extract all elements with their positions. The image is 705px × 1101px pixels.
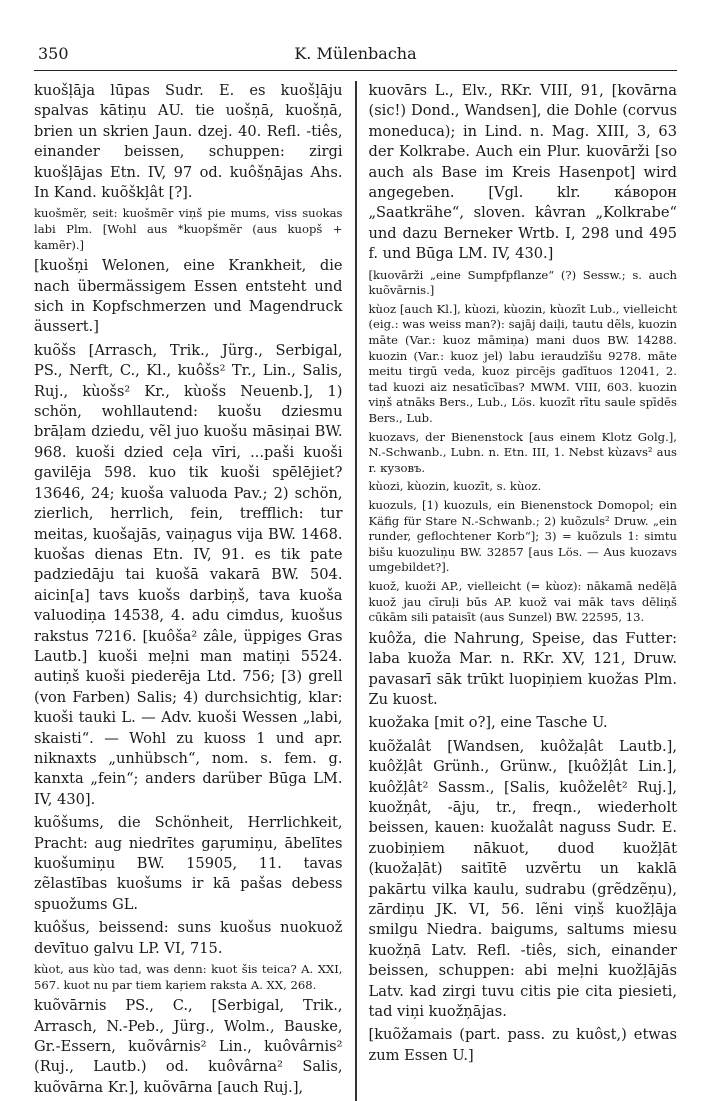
left-column [34,81,343,1101]
dictionary-entry: kuozavs, der Bienenstock [aus einem Klotz Golg.], N.-Schwanb., Lubn. n. Etn. III, 1. Nebst kùzavs² aus r. кузовъ. [368,429,677,475]
right-column [369,81,678,1101]
dictionary-entry: kuozuls, [1) kuozuls, ein Bienenstock Domopol; ein Käfig für Stare N.-Schwanb.; 2) kuõzuls² Druw. „ein runder, geflochtener Korb“]; 3) = kuõzuls 1: simtu bišu kuozuliņu BW. 32857 [aus Lös. — Aus kuozavs umgebildet?]. [368,497,677,575]
dictionary-entry: kuôža, die Nahrung, Speise, das Futter: laba kuoža Mar. n. RKr. XV, 121, Druw. pavasarī sāk trūkt luopiņiem kuožas Plm. Zu kuost. [368,629,677,708]
dictionary-entry: kuôšus, beissend: suns kuošus nuokuož devītuo galvu LP. VI, 715. [34,919,343,957]
dictionary-entry: [kuovārži „eine Sumpfpflanze“ (?) Sessw.; s. auch kuõvārnis.] [368,267,677,298]
dictionary-entry: kuošmẽr, seit: kuošmẽr viņš pie mums, viss suokas labi Plm. [Wohl aus *kuopšmẽr (aus kuopš + kamẽr).] [34,206,343,252]
dictionary-entry: kuõvārnis PS., C., [Serbigal, Trik., Arrasch, N.-Peb., Jürg., Wolm., Bauske, Gr.-Essern, kuõvârnis² Lin., kuôvârnis² (Ruj., Lautb.) od. kuôvârna² Salis, kuõvārna Kr.], kuõvārna [auch Ruj.], [34,997,343,1096]
dictionary-entry: kuõžalât [Wandsen, kuôžaļât Lautb.], kuôžļât Grünh., Grünw., [kuôžļât Lin.], kuôžļât² Sassm., [Salis, kuôželêt² Ruj.], kuožņât, -āju, tr., freqn., wiederholt beissen, kauen: kuožalât naguss Sudr. E. zuobiņiem nākuot, duod kuožļāt (kuožaļāt) saitītē uzvẽrtu un kaklā pakārtu vilka kaulu, sudrabu (grẽdzẽņu), zārdiņu JK. VI, 56. lẽni viņš kuožļāja smilgu Niedra. baigums, saltums miesu kuožņā Latv. Refl. -tiês, sich, einander beissen, schuppen: abi meļni kuožļājās Latv. kad zirgi tuvu citis pie cita piesieti, tad viņi kuožņājas. [368,737,677,1021]
page-header [34,40,677,71]
running-title: K. Mülenbacha [294,44,417,63]
column-divider [355,81,357,1101]
dictionary-entry: [kuošņi Welonen, eine Krankheit, die nach übermässigem Essen entsteht und sich in Kopfschmerzen und Magendruck äussert.] [34,257,343,336]
dictionary-entry: kuožaka [mit o?], eine Tasche U. [368,714,608,732]
dictionary-entry: kùozi, kùozin, kuozīt, s. kùoz. [368,479,542,494]
dictionary-entry: [kuõžamais (part. pass. zu kuôst,) etwas zum Essen U.] [368,1026,677,1064]
two-column-body [34,81,677,1101]
page-number: 350 [38,44,69,63]
dictionary-entry: kuošḷāja lūpas Sudr. E. es kuošḷāju spalvas kātiņu AU. tie uošņā, kuošņā, brien un skrien Jaun. dzej. 40. Refl. -tiês, einander beissen, schuppen: zirgi kuošļājas Etn. IV, 97 od. kuôšņājas Ahs. In Kand. kuõškļât [?]. [34,82,343,202]
dictionary-entry: kuõšums, die Schönheit, Herrlichkeit, Pracht: aug niedrītes gaŗumiņu, ābelītes kuošumiņu BW. 15905, 11. tavas zẽlastības kuošums ir kā pašas debess spuožums GL. [34,814,343,913]
dictionary-entry: kuõšs [Arrasch, Trik., Jürg., Serbigal, PS., Nerft, C., Kl., kuôšs² Tr., Lin., Salis, Ruj., kùošs² Kr., kùošs Neuenb.], 1) schön, wohllautend: kuošu dziesmu brāļam dziedu, vẽl juo kuošu māsiņai BW. 968. kuoši dzied ceļa vīri, ...paši kuoši gavilēja 598. kuo tik kuoši spēlējiet? 13646, 24; kuoša valuoda Pav.; 2) schön, zierlich, herrlich, fein, trefflich: tur meitas, kuošajās, vaiņagus vija BW. 1468. kuošas dienas Etn. IV, 91. es tik pate padziedāju tai kuošā vakarā BW. 504. aicin[a] tavs kuošs darbiņš, tava kuoša valuodiņa 14538, 4. adu cimdus, kuošus rakstus 7216. [kuôša² zâle, üppiges Gras Lautb.] kuoši meļni man matiņi 5524. autiņš kuoši piederēja Ltd. 756; [3) grell (von Farben) Salis; 4) durchsichtig, klar: kuoši tauki L. — Adv. kuoši Wessen „labi, skaisti“. — Wohl zu kuoss 1 und apr. niknaxts „unhübsch“, nom. s. fem. g. kanxta „fein“; anders darüber Būga LM. IV, 430]. [34,341,343,808]
dictionary-entry: kuovārs L., Elv., RKr. VIII, 91, [kovārna (sic!) Dond., Wandsen], die Dohle (corvus moneduca); in Lind. n. Mag. XIII, 3, 63 der Kolkrabe. Auch ein Plur. kuovārži [so auch als Base im Kreis Hasenpot] wird angegeben. [Vgl. klr. кáворон „Saatkrähe“, sloven. kâvran „Kolkrabe“ und dazu Berneker Wrtb. I, 298 und 495 f. und Būga LM. IV, 430.] [368,82,677,263]
dictionary-entry: kùot, aus kùo tad, was denn: kuot šis teica? A. XXI, 567. kuot nu par tiem kaŗiem raksta A. XX, 268. [34,962,343,992]
dictionary-entry: kùoz [auch Kl.], kùozi, kùozin, kùozīt Lub., vielleicht (eig.: was weiss man?): sajāj daiļi, tautu dẽls, kuozin māte (Var.: kuoz māmiņa) mani duos BW. 14288. kuozin (Var.: kuoz jel) labu ieraudzīšu 9278. māte meitu tirgū veda, kuoz pircējs gadītuos 12041, 2. tad kuozi aiz nesatīcības? MWM. VIII, 603. kuozin viņš atnāks Bers., Lub., Lös. kuozīt rītu saule spīdēs Bers., Lub. [368,301,677,425]
dictionary-entry: kuož, kuoži AP., vielleicht (= kùoz): nākamā nedẽļā kuož jau cīruļi būs AP. kuož vai māk tavs dēliņš cūkām sili pataisīt (aus Sunzel) BW. 22595, 13. [368,578,677,625]
